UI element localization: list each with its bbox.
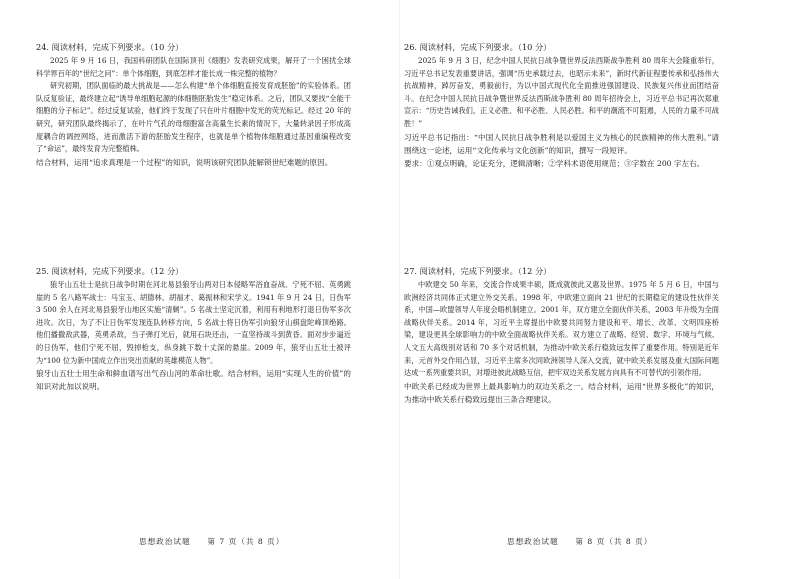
question-heading: 26. 阅读材料，完成下列要求。（10 分）: [404, 42, 552, 52]
question-heading: 24. 阅读材料，完成下列要求。（10 分）: [36, 42, 184, 52]
question-24: [36, 41, 351, 169]
footer-subject: 思想政治试题: [139, 537, 191, 546]
question-26: [404, 41, 719, 170]
material-paragraph: 2025 年 9 月 16 日，我国科研团队在国际顶刊《细胞》发表研究成果，解开了一个困扰全球科学界百年的“世纪之问”：单个体细胞，到底怎样才能长成一株完整的植物？: [36, 56, 351, 78]
page-footer: [139, 536, 284, 547]
material-paragraph: 狼牙山五壮士是抗日战争时期在河北易县狼牙山两对日本侵略军浴血奋战、宁死不屈、英勇跳崖的 5 名八路军战士：马宝玉、胡德林、胡福才、葛振林和宋学义。1941 年 9 月 24 日，日伪军 3 500 余人在河北易县狼牙山地区实施“清剿”。5 名战士坚定沉着，利用有利地形打退日伪军多次进攻。次日，为了不让日伪军发现连队转移方向，5 名战士将日伪军引向狼牙山棋盘陀峰顶绝路。他们播撒敌武器，英勇杀敌，当子弹打光后，就用石块还击，一直坚持战斗到黄昏。面对步步逼近的日伪军，他们宁死不屈，毁掉枪支，纵身跳下数十丈深的悬崖。2009 年，狼牙山五壮士被评为“100 位为新中国成立作出突出贡献的英雄模范人物”。: [36, 280, 351, 365]
question-heading: 27. 阅读材料，完成下列要求。（12 分）: [404, 266, 552, 276]
question-prompt: 结合材料，运用“追求真理是一个过程”的知识，说明该研究团队能解锁世纪难题的原因。: [36, 157, 333, 167]
material-paragraph: 研究初期，团队面临的最大挑战是——怎么构建“单个体细胞直接发育成胚胎”的实验体系。团队反复验证，最终建立起“诱导单细胞起源的体细胞胚胎发生”稳定体系。之后，团队又要找“全能干细胞的分子标记”。经过反复试验，他们终于发现了只在叶片细胞中发光的荧光标记。经过 20 年的研究，研究团队最终揭示了，在叶片气孔的母细胞富含高量生长素的情况下，大量转录因子形成高度耦合的调控网络，进而激活下游的胚胎发生程序，也就是单个植物体细胞通过基因重编程改变了“命运”，最终发育为完整植株。: [36, 81, 351, 154]
question-prompt: 中欧关系已经成为世界上最具影响力的双边关系之一。结合材料，运用“世界多极化”的知识，为推动中欧关系行稳致远提出三条合理建议。: [404, 381, 719, 404]
question-prompt: 狼牙山五壮士用生命和鲜血谱写出气吞山河的革命壮歌。结合材料，运用“实现人生的价值”的知识对此加以说明。: [36, 369, 351, 392]
answer-requirements: 要求：①观点明确，论证充分，逻辑清晰；②学科术语使用规范；③字数在 200 字左右。: [404, 158, 705, 168]
question-27: [404, 265, 719, 406]
question-heading: 25. 阅读材料，完成下列要求。（12 分）: [36, 266, 184, 276]
question-25: [36, 265, 351, 393]
footer-page-number: 第 7 页（共 8 页）: [207, 537, 285, 546]
footer-subject: 思想政治试题: [507, 537, 559, 546]
question-prompt: 习近平总书记指出：“中国人民抗日战争胜利是以爱国主义为核心的民族精神的伟大胜利。”请围绕这一论述，运用“文化传承与文化创新”的知识，撰写一段短评。: [404, 132, 719, 155]
footer-page-number: 第 8 页（共 8 页）: [575, 537, 653, 546]
material-paragraph: 2025 年 9 月 3 日，纪念中国人民抗日战争暨世界反法西斯战争胜利 80 周年大会隆重举行，习近平总书记发表重要讲话，强调“历史承载过去，也昭示未来”，新时代新征程要传承和弘扬伟大抗战精神，踔厉奋发，勇毅前行，为以中国式现代化全面推进强国建设、民族复兴伟业而团结奋斗。在纪念中国人民抗日战争暨世界反法西斯战争胜利 80 周年招待会上，习近平总书记再次郑重宣示：“历史告诫我们，正义必胜、和平必胜、人民必胜。和平的潮流不可阻遏，人民的力量不可战胜！”: [404, 56, 719, 128]
material-paragraph: 中欧建交 50 年来，交流合作成果丰硕，既成就彼此又惠及世界。1975 年 5 月 6 日，中国与欧洲经济共同体正式建立外交关系。1998 年，中欧建立面向 21 世纪的长期稳定的建设性伙伴关系，中国—欧盟领导人年度会晤机制建立。2001 年，双方建立全面伙伴关系，2003 年升级为全面战略伙伴关系。2014 年，习近平主席提出中欧要共同努力建设和平、增长、改革、文明四座桥梁，建设更具全球影响力的中欧全面战略伙伴关系。双方建立了战略、经贸、数字、环境与气候、人文五大高级别对话和 70 多个对话机制，为推动中欧关系行稳致远发挥了重要作用。特别是近年来，元首外交作用凸显，习近平主席多次同欧洲领导人深入交流，就中欧关系发展及重大国际问题达成一系列重要共识，对增进彼此战略互信，把牢双边关系发展方向具有不可替代的引领作用。: [404, 280, 719, 378]
page-footer: [507, 536, 652, 547]
page-8: [400, 0, 800, 579]
